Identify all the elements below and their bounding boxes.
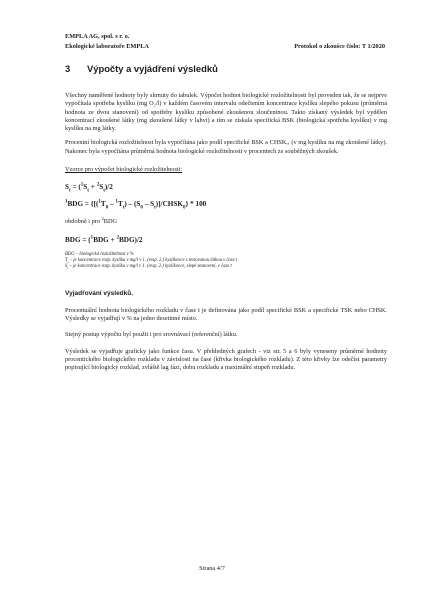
- section-number: 3: [65, 63, 71, 74]
- paragraph-3: Procentuální hodnota biologického rozkladu v čase t je definována jako podíl specifické BSK a specifické TSK nebo CHSK. Výsledky se vyjadřují v % na jedno desetinné místo.: [65, 306, 387, 323]
- legend-line-1: BDG – biologická rozložitelnost v %: [65, 251, 134, 257]
- company-name: EMPLA AG, spol. s r. o.: [65, 33, 130, 40]
- formula-average: BDG = ($^1$BDG + $^2$BDG)/2: [65, 235, 143, 244]
- header-row: [65, 42, 385, 52]
- page-header: [65, 32, 385, 52]
- results-heading: Vyjadřování výsledků.: [65, 290, 134, 298]
- formula-bdg: $^1BDG = \{[(^1T_0 - ^1T_t) - (S_0$ – $S_t)]/CHSK_0\} * 100$: [65, 199, 207, 211]
- legend-line-2: $T_t$ – je koncentrace rozp. kyslíku v mg/l v 1. (resp. 2.) kyslíkovce s testovanou látkou v čase t: [65, 258, 238, 264]
- obdobne-text: obdobně i pro $^2$BDG: [65, 216, 118, 226]
- protocol-number: Protokol o zkoušce číslo: T 1/2020: [294, 43, 385, 50]
- paragraph-1: Všechny naměřené hodnoty byly shrnuty do tabulek. Výpočet hodnot biologické rozložitelnosti byl proveden tak, že se nejprve vypočítala spotřeba kyslíku (mg O₂/l) v každém časovém intervalu odečtením koncentrace kyslíku slepého pokusu (průměrná hodnota ze dvou stanovení) od spotřeby kyslíku způsobené zkoušenou sloučeninou. Takto získaný výsledek byl vydělen koncentrací zkoušené látky (mg zkoušené látky v lahvi) a tím se získala specifická BSK (biologická spotřeba kyslíku) v mg kyslíku na mg látky.: [65, 92, 387, 133]
- section-heading: [65, 63, 218, 74]
- formula-legend: [65, 252, 387, 271]
- paragraph-2: Procentní biologická rozložitelnost byla vypočítána jako podíl specifické BSK a CHSKₒᵣ (v mg kyslíku na mg zkoušené látky). Nakonec byla vypočítána průměrná hodnota biologické rozložitelnosti v procentech ze souběžných zkoušek.: [65, 139, 387, 155]
- formula-st: $S_t = (^1S_t + ^2S_t)/2$: [65, 182, 113, 194]
- page-number: Strana 4/7: [199, 565, 225, 572]
- lab-name: Ekologické laboratoře EMPLA: [65, 43, 149, 50]
- content: [65, 92, 387, 373]
- section-title: Výpočty a vyjádření výsledků: [87, 63, 218, 74]
- legend-line-3: $S_t$ – je koncentrace rozp. kyslíku v mg/l v 1. (resp. 2.) kyslíkovce, slepé stanovení, v čase t: [65, 264, 232, 271]
- paragraph-4: Stejný postup výpočtu byl použit i pro srovnávací (referenční) látku.: [65, 331, 238, 339]
- paragraph-5: Výsledek se vyjadřuje graficky jako funkce času. V přehledných grafech - viz str. 5 a 6 byly vyneseny průměrné hodnoty procentického biologického rozkladu v závislosti na čase (křivka biologického rozkladu). Z této křivky lze odečíst parametry popisující biologický rozklad, zvláště lag fázi, dobu rozkladu a maximální stupeň rozkladu.: [65, 347, 387, 372]
- formula-heading: Vzorce pro výpočet biologické rozložitelnosti:: [65, 166, 183, 174]
